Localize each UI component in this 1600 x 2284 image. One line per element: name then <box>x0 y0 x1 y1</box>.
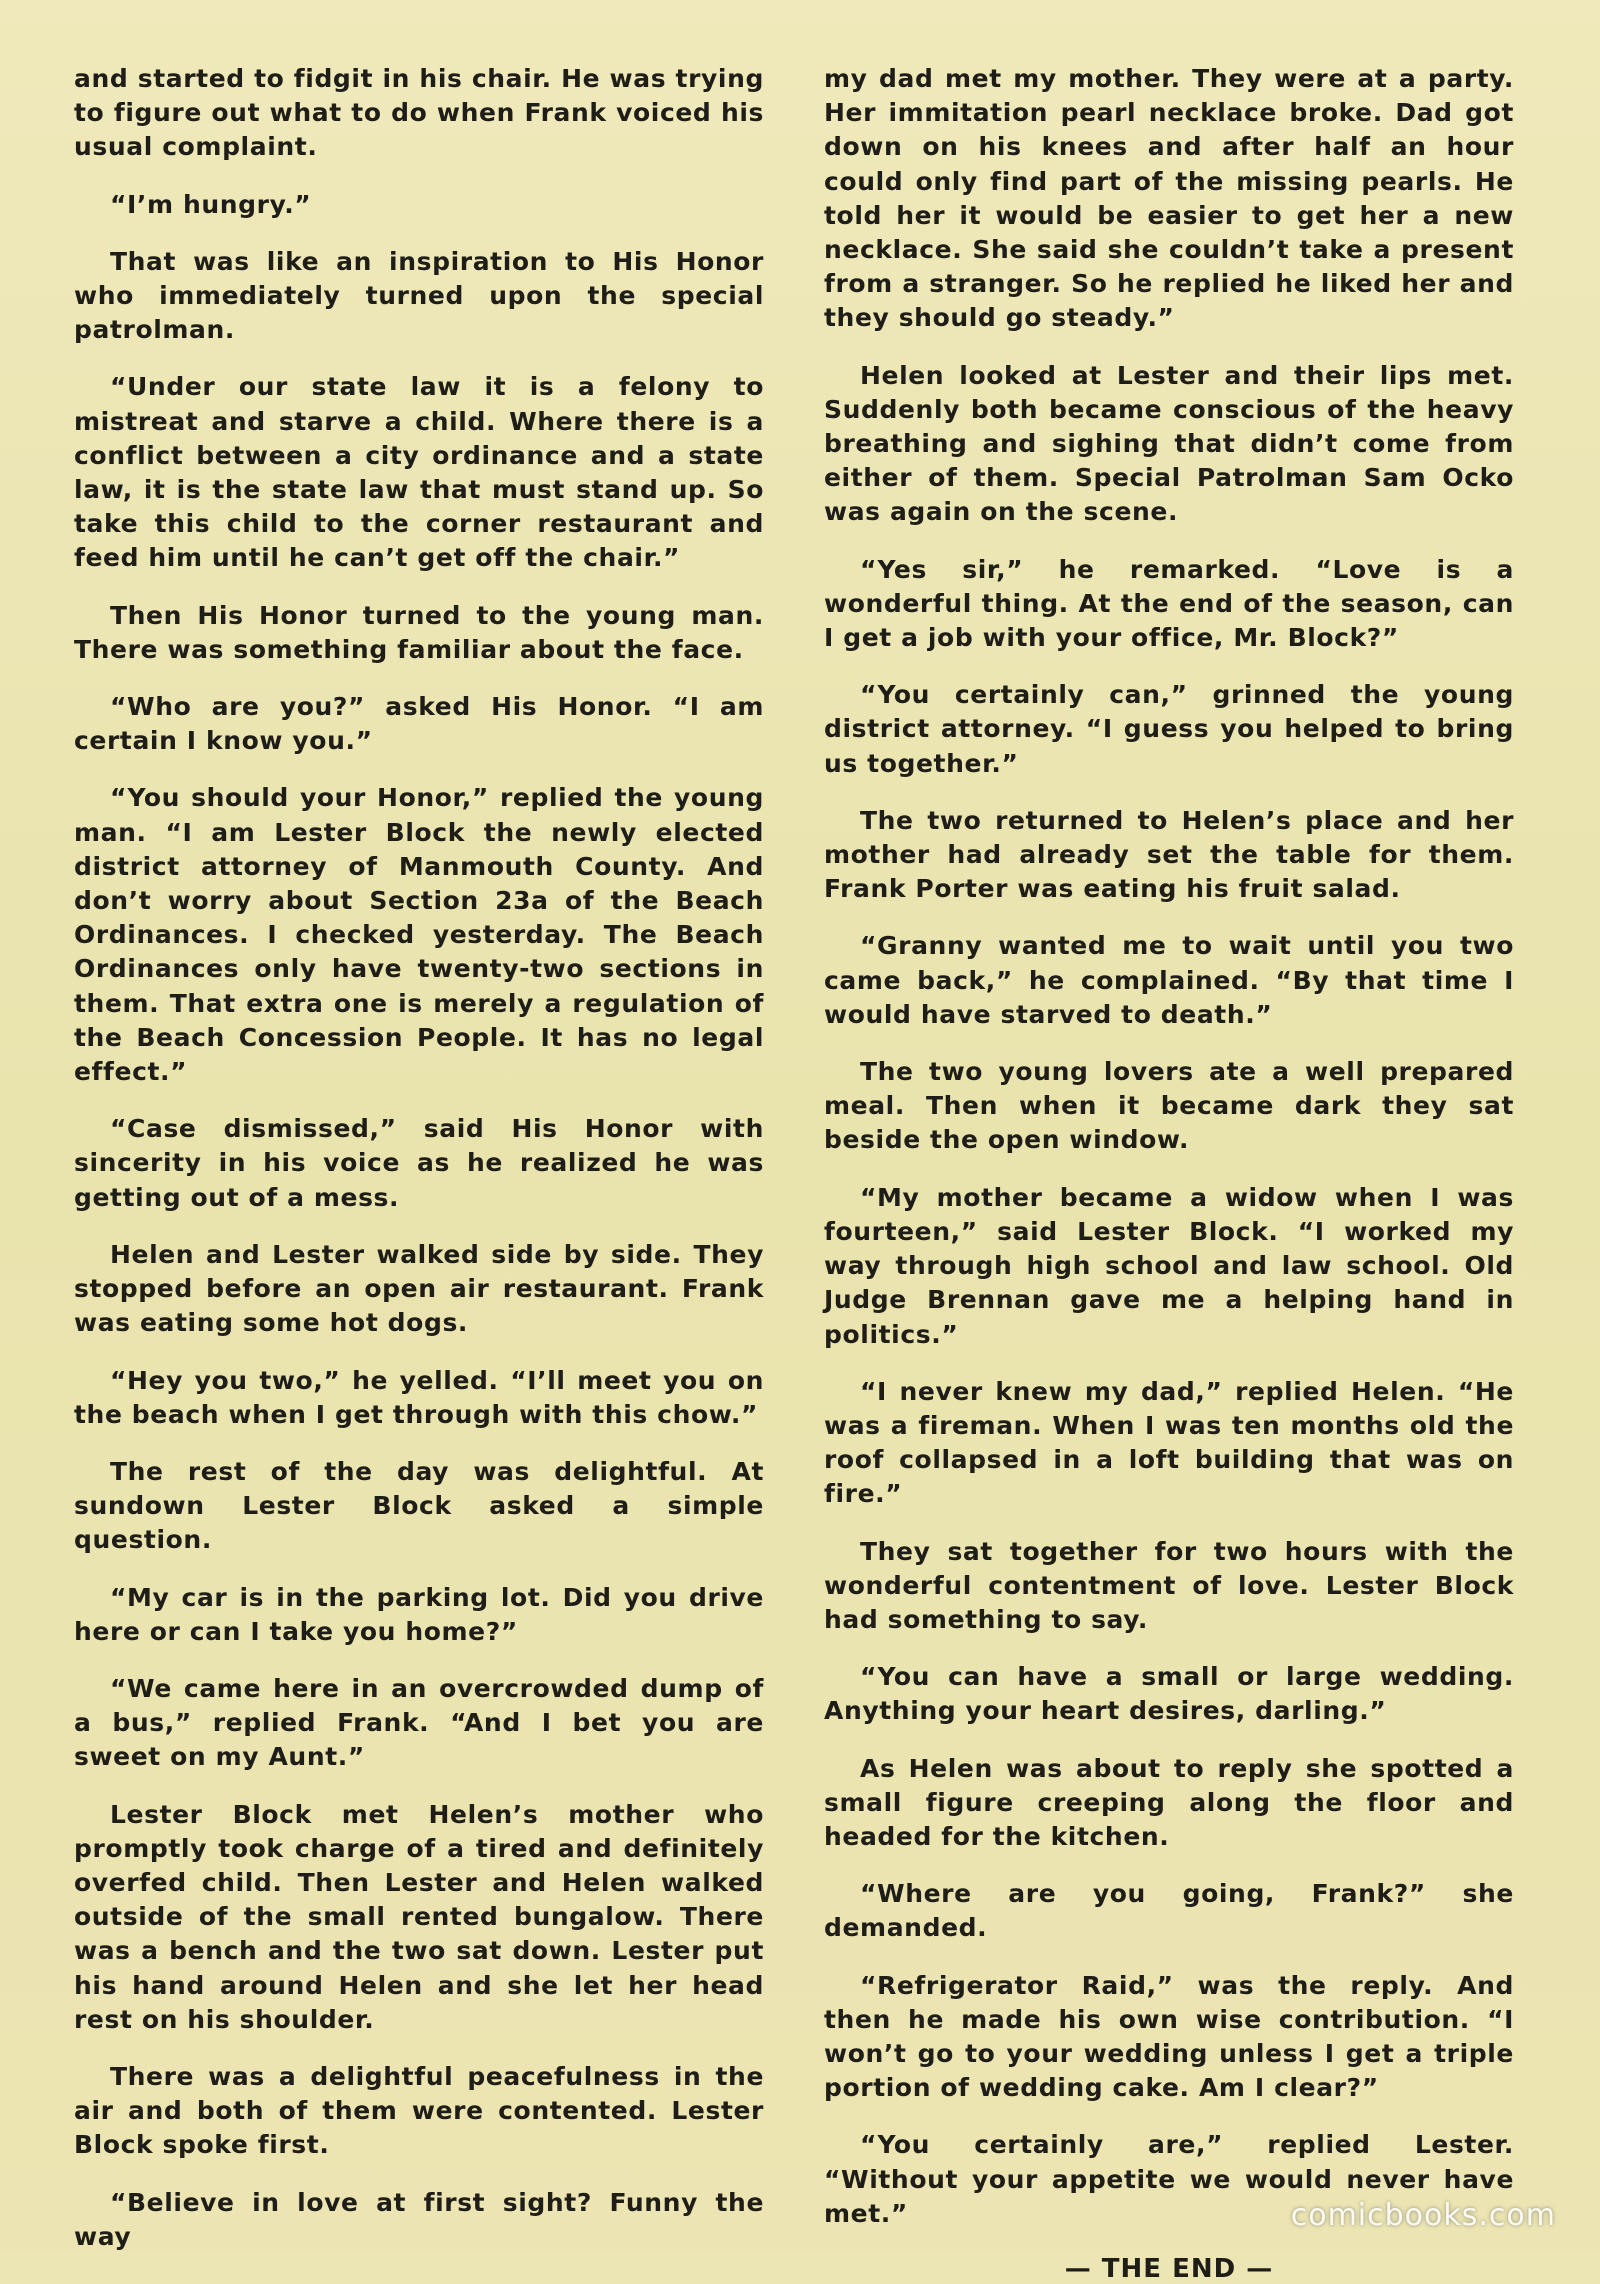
paragraph: Helen and Lester walked side by side. They stopped before an open air restaurant. Frank was eating some hot dogs. <box>74 1239 764 1338</box>
left-column <box>74 62 764 2277</box>
paragraph: “Believe in love at first sight? Funny the way <box>74 2187 764 2251</box>
paragraph: The two returned to Helen’s place and her mother had already set the table for them. Frank Porter was eating his fruit salad. <box>824 805 1514 904</box>
paragraph: Helen looked at Lester and their lips met. Suddenly both became conscious of the heavy breathing and sighing that didn’t come from either of them. Special Patrolman Sam Ocko was again on the scene. <box>824 360 1514 527</box>
paragraph: There was a delightful peacefulness in the air and both of them were contented. Lester Block spoke first. <box>74 2061 764 2160</box>
paragraph: “I’m hungry.” <box>110 189 312 219</box>
paragraph: “My mother became a widow when I was fourteen,” said Lester Block. “I worked my way through high school and law school. Old Judge Brennan gave me a helping hand in politics.” <box>824 1182 1514 1349</box>
paragraph: The rest of the day was delightful. At sundown Lester Block asked a simple question. <box>74 1456 764 1555</box>
paragraph: “Where are you going, Frank?” she demanded. <box>824 1879 1514 1943</box>
paragraph: “Who are you?” asked His Honor. “I am certain I know you.” <box>74 692 764 756</box>
paragraph: The two young lovers ate a well prepared meal. Then when it became dark they sat beside the open window. <box>824 1057 1514 1155</box>
paragraph: “My car is in the parking lot. Did you drive here or can I take you home?” <box>74 1582 764 1646</box>
paragraph: “Refrigerator Raid,” was the reply. And then he made his own wise contribution. “I won’t go to your wedding unless I get a triple portion of wedding cake. Am I clear?” <box>824 1970 1514 2103</box>
paragraph: my dad met my mother. They were at a party. Her immitation pearl necklace broke. Dad got down on his knees and after half an hour could only find part of the missing pearls. He told her it would be easier to get her a new necklace. She said she couldn’t take a present from a stranger. So he replied he liked her and they should go steady.” <box>824 64 1514 333</box>
paragraph: “Under our state law it is a felony to mistreat and starve a child. Where there is a conflict between a city ordinance and a state law, it is the state law that must stand up. So take this child to the corner restaurant and feed him until he can’t get off the chair.” <box>74 372 764 573</box>
watermark: comicbooks.com <box>1290 2198 1556 2233</box>
paragraph: “I never knew my dad,” replied Helen. “He was a fireman. When I was ten months old the roof collapsed in a loft building that was on fire.” <box>824 1376 1514 1509</box>
paragraph: “You certainly are,” replied Lester. “Without your appetite we would never have met.” <box>824 2130 1514 2228</box>
paragraph: “You should your Honor,” replied the young man. “I am Lester Block the newly elected district attorney of Manmouth County. And don’t worry about Section 23a of the Beach Ordinances. I checked yesterday. The Beach Ordinances only have twenty-two sections in them. That extra one is merely a regulation of the Beach Concession People. It has no legal effect.” <box>74 783 764 1087</box>
paragraph: Lester Block met Helen’s mother who promptly took charge of a tired and definitely overfed child. Then Lester and Helen walked outside of the small rented bungalow. There was a bench and the two sat down. Lester put his hand around Helen and she let her head rest on his shoulder. <box>74 1799 764 2034</box>
paragraph: Then His Honor turned to the young man. There was something familiar about the face. <box>74 600 764 664</box>
paragraph: “You can have a small or large wedding. Anything your heart desires, darling.” <box>824 1662 1514 1726</box>
paragraph: As Helen was about to reply she spotted a small figure creeping along the floor and headed for the kitchen. <box>824 1753 1514 1851</box>
paragraph: “We came here in an overcrowded dump of a bus,” replied Frank. “And I bet you are sweet on my Aunt.” <box>74 1673 764 1772</box>
paragraph: “Case dismissed,” said His Honor with sincerity in his voice as he realized he was getting out of a mess. <box>74 1114 764 1212</box>
the-end: — THE END — <box>1064 2253 1274 2284</box>
paragraph: “Granny wanted me to wait until you two came back,” he complained. “By that time I would have starved to death.” <box>824 931 1514 1029</box>
paragraph: “Hey you two,” he yelled. “I’ll meet you on the beach when I get through with this chow.” <box>74 1365 764 1429</box>
paragraph: That was like an inspiration to His Honor who immediately turned upon the special patrolman. <box>74 246 764 345</box>
paragraph: They sat together for two hours with the wonderful contentment of love. Lester Block had something to say. <box>824 1536 1514 1634</box>
paragraph: and started to fidgit in his chair. He was trying to figure out what to do when Frank voiced his usual complaint. <box>74 64 764 162</box>
paragraph: “Yes sir,” he remarked. “Love is a wonderful thing. At the end of the season, can I get a job with your office, Mr. Block?” <box>824 554 1514 653</box>
right-column <box>824 62 1514 2284</box>
paragraph: “You certainly can,” grinned the young district attorney. “I guess you helped to bring us together.” <box>824 680 1514 778</box>
